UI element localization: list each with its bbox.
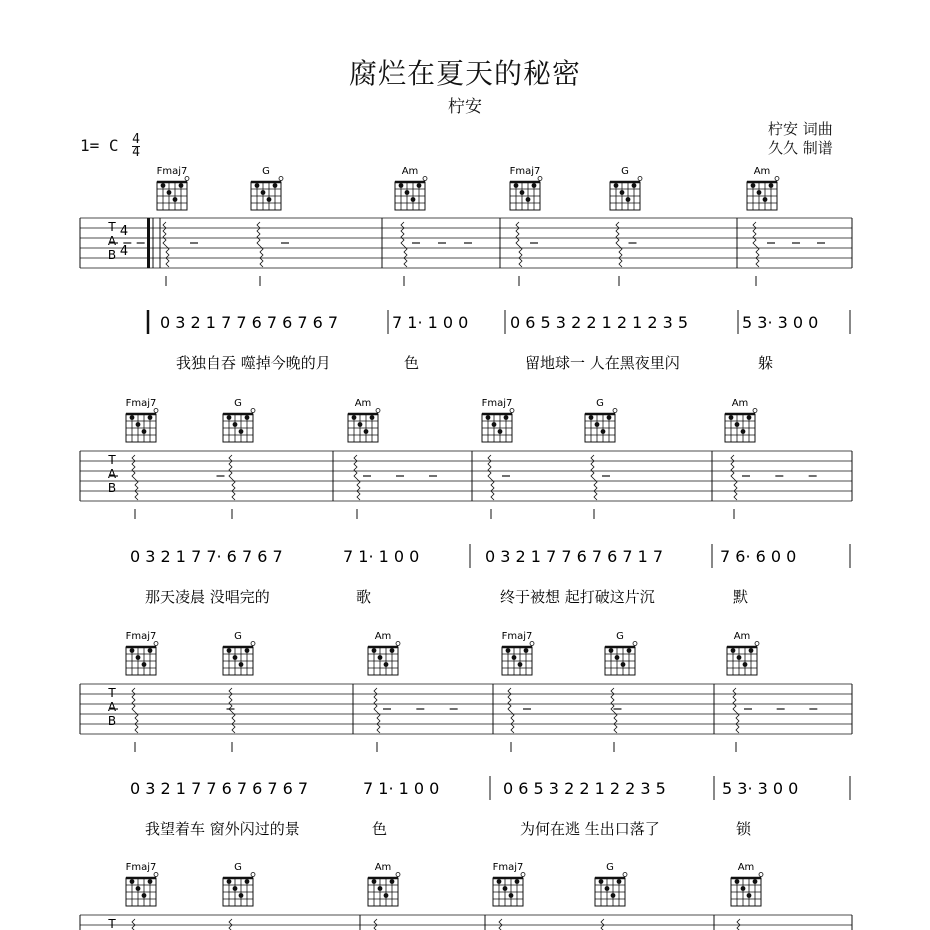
strum-arrow bbox=[401, 222, 407, 267]
open-string bbox=[376, 409, 380, 413]
finger-dot bbox=[498, 429, 503, 434]
finger-dot bbox=[492, 422, 497, 427]
finger-dot bbox=[390, 648, 395, 653]
finger-dot bbox=[617, 879, 622, 884]
finger-dot bbox=[757, 190, 762, 195]
finger-dot bbox=[515, 879, 520, 884]
finger-dot bbox=[378, 655, 383, 660]
finger-dot bbox=[233, 655, 238, 660]
finger-dot bbox=[763, 197, 768, 202]
notation-measure: 7 1· 1 0 0 bbox=[363, 779, 440, 798]
tab-letter: B bbox=[107, 481, 117, 495]
finger-dot bbox=[245, 648, 250, 653]
finger-dot bbox=[729, 415, 734, 420]
strum-arrow bbox=[229, 688, 235, 733]
finger-dot bbox=[161, 183, 166, 188]
open-string bbox=[775, 177, 779, 181]
finger-dot bbox=[751, 183, 756, 188]
open-string bbox=[753, 409, 757, 413]
notation-measure: 7 1· 1 0 0 bbox=[343, 547, 420, 566]
chord-name: G bbox=[262, 166, 270, 177]
chord-name: Am bbox=[374, 631, 392, 642]
finger-dot bbox=[245, 415, 250, 420]
open-string bbox=[633, 642, 637, 646]
finger-dot bbox=[486, 415, 491, 420]
strum-arrow bbox=[499, 919, 505, 930]
notation-measure: 0 3 2 1 7 7 6 7 6 7 6 7 bbox=[130, 779, 309, 798]
finger-dot bbox=[609, 648, 614, 653]
finger-dot bbox=[179, 183, 184, 188]
time-bottom: 4 bbox=[132, 145, 140, 160]
finger-dot bbox=[136, 422, 141, 427]
finger-dot bbox=[737, 655, 742, 660]
finger-dot bbox=[142, 429, 147, 434]
tab-letter: T bbox=[108, 220, 116, 234]
finger-dot bbox=[589, 415, 594, 420]
finger-dot bbox=[627, 648, 632, 653]
chord-name: Am bbox=[737, 862, 755, 873]
finger-dot bbox=[227, 879, 232, 884]
chord-diagram bbox=[368, 862, 400, 906]
strum-arrow bbox=[229, 919, 235, 930]
tab-letter: B bbox=[107, 248, 117, 262]
finger-dot bbox=[769, 183, 774, 188]
finger-dot bbox=[741, 886, 746, 891]
strum-arrow bbox=[516, 222, 522, 267]
strum-arrow bbox=[611, 688, 617, 733]
song-artist: 柠安 bbox=[448, 97, 482, 117]
strum-arrow bbox=[374, 688, 380, 733]
open-string bbox=[613, 409, 617, 413]
finger-dot bbox=[233, 422, 238, 427]
notation-measure: 7 1· 1 0 0 bbox=[392, 313, 469, 332]
notation-measure: 0 3 2 1 7 7· 6 7 6 7 bbox=[130, 547, 283, 566]
finger-dot bbox=[148, 648, 153, 653]
chord-diagram bbox=[610, 166, 642, 210]
finger-dot bbox=[621, 662, 626, 667]
strum-arrow bbox=[733, 688, 739, 733]
strum-arrow bbox=[616, 222, 622, 267]
chord-diagram bbox=[126, 631, 158, 675]
finger-dot bbox=[239, 662, 244, 667]
strum-arrow bbox=[374, 919, 380, 930]
chord-diagram bbox=[731, 862, 763, 906]
finger-dot bbox=[390, 879, 395, 884]
open-string bbox=[638, 177, 642, 181]
finger-dot bbox=[255, 183, 260, 188]
finger-dot bbox=[384, 893, 389, 898]
tab-letter: A bbox=[107, 234, 117, 248]
finger-dot bbox=[749, 648, 754, 653]
finger-dot bbox=[741, 429, 746, 434]
chord-diagram bbox=[595, 862, 627, 906]
finger-dot bbox=[506, 648, 511, 653]
repeat-bar bbox=[147, 218, 150, 268]
lyric-line: 我独自吞 噬掉今晚的月 bbox=[176, 354, 331, 372]
finger-dot bbox=[227, 415, 232, 420]
open-string bbox=[154, 409, 158, 413]
tab-staff bbox=[80, 684, 852, 752]
chord-name: Fmaj7 bbox=[125, 398, 157, 409]
tab-letter: A bbox=[107, 700, 117, 714]
lyric-line: 锁 bbox=[736, 820, 752, 838]
credit-lyrics: 柠安 词曲 bbox=[768, 120, 833, 138]
song-title: 腐烂在夏天的秘密 bbox=[348, 57, 581, 90]
chord-diagram bbox=[223, 398, 255, 442]
chord-name: Am bbox=[374, 862, 392, 873]
lyric-line: 为何在逃 生出口落了 bbox=[520, 820, 660, 838]
finger-dot bbox=[503, 886, 508, 891]
notation-measure: 5 3· 3 0 0 bbox=[722, 779, 799, 798]
finger-dot bbox=[524, 648, 529, 653]
finger-dot bbox=[518, 662, 523, 667]
finger-dot bbox=[731, 648, 736, 653]
open-string bbox=[755, 642, 759, 646]
strum-arrow bbox=[163, 222, 169, 267]
finger-dot bbox=[632, 183, 637, 188]
credit-arranger: 久久 制谱 bbox=[768, 139, 833, 157]
finger-dot bbox=[595, 422, 600, 427]
notation-measure: 5 3· 3 0 0 bbox=[742, 313, 819, 332]
strum-arrow bbox=[229, 455, 235, 500]
finger-dot bbox=[136, 655, 141, 660]
tab-staff bbox=[80, 218, 852, 286]
notation-measure: 0 6 5 3 2 2 1 2 1 2 3 5 bbox=[510, 313, 689, 332]
finger-dot bbox=[148, 879, 153, 884]
finger-dot bbox=[142, 662, 147, 667]
key-label: 1= C bbox=[80, 136, 119, 155]
chord-diagram bbox=[510, 166, 542, 210]
open-string bbox=[279, 177, 283, 181]
tab-letter: T bbox=[108, 453, 116, 467]
finger-dot bbox=[239, 429, 244, 434]
chord-name: G bbox=[621, 166, 629, 177]
chord-name: Am bbox=[753, 166, 771, 177]
chord-diagram bbox=[223, 862, 255, 906]
tab-time-sig: 4 bbox=[119, 244, 129, 259]
chord-name: G bbox=[234, 398, 242, 409]
chord-diagram bbox=[482, 398, 514, 442]
chord-name: Am bbox=[354, 398, 372, 409]
finger-dot bbox=[601, 429, 606, 434]
finger-dot bbox=[504, 415, 509, 420]
finger-dot bbox=[747, 415, 752, 420]
open-string bbox=[538, 177, 542, 181]
open-string bbox=[510, 409, 514, 413]
finger-dot bbox=[261, 190, 266, 195]
open-string bbox=[623, 873, 627, 877]
lyric-line: 躲 bbox=[758, 354, 774, 372]
lyric-line: 终于被想 起打破这片沉 bbox=[500, 588, 655, 606]
finger-dot bbox=[142, 893, 147, 898]
notation-measure: 0 3 2 1 7 7 6 7 6 7 6 7 bbox=[160, 313, 339, 332]
finger-dot bbox=[136, 886, 141, 891]
strum-arrow bbox=[257, 222, 263, 267]
finger-dot bbox=[370, 415, 375, 420]
tab-letter: T bbox=[108, 917, 116, 930]
chord-name: G bbox=[606, 862, 614, 873]
finger-dot bbox=[614, 183, 619, 188]
tab-letter: B bbox=[107, 714, 117, 728]
finger-dot bbox=[509, 893, 514, 898]
finger-dot bbox=[384, 662, 389, 667]
finger-dot bbox=[227, 648, 232, 653]
open-string bbox=[251, 873, 255, 877]
notation-measure: 7 6· 6 0 0 bbox=[720, 547, 797, 566]
finger-dot bbox=[512, 655, 517, 660]
finger-dot bbox=[747, 893, 752, 898]
chord-diagram bbox=[251, 166, 283, 210]
finger-dot bbox=[611, 893, 616, 898]
finger-dot bbox=[130, 879, 135, 884]
chord-name: Am bbox=[731, 398, 749, 409]
finger-dot bbox=[267, 197, 272, 202]
finger-dot bbox=[130, 648, 135, 653]
finger-dot bbox=[526, 197, 531, 202]
strum-arrow bbox=[132, 688, 138, 733]
finger-dot bbox=[173, 197, 178, 202]
strum-arrow bbox=[737, 919, 743, 930]
strum-arrow bbox=[731, 455, 737, 500]
chord-diagram bbox=[348, 398, 380, 442]
chord-diagram bbox=[747, 166, 779, 210]
chord-diagram bbox=[223, 631, 255, 675]
finger-dot bbox=[148, 415, 153, 420]
finger-dot bbox=[239, 893, 244, 898]
open-string bbox=[759, 873, 763, 877]
chord-name: Fmaj7 bbox=[125, 631, 157, 642]
finger-dot bbox=[753, 879, 758, 884]
tab-letter: T bbox=[108, 686, 116, 700]
open-string bbox=[251, 409, 255, 413]
finger-dot bbox=[532, 183, 537, 188]
lyric-line: 那天凌晨 没唱完的 bbox=[145, 588, 270, 606]
finger-dot bbox=[605, 886, 610, 891]
chord-name: Am bbox=[401, 166, 419, 177]
chord-diagram bbox=[725, 398, 757, 442]
finger-dot bbox=[372, 879, 377, 884]
finger-dot bbox=[497, 879, 502, 884]
notation-measure: 0 3 2 1 7 7 6 7 6 7 1 7 bbox=[485, 547, 664, 566]
lyric-line: 留地球一 人在黑夜里闪 bbox=[525, 354, 680, 372]
strum-arrow bbox=[132, 455, 138, 500]
chord-name: Fmaj7 bbox=[509, 166, 541, 177]
strum-arrow bbox=[591, 455, 597, 500]
finger-dot bbox=[399, 183, 404, 188]
chord-name: Fmaj7 bbox=[481, 398, 513, 409]
chord-name: Fmaj7 bbox=[125, 862, 157, 873]
open-string bbox=[423, 177, 427, 181]
chord-diagram bbox=[157, 166, 189, 210]
strum-arrow bbox=[508, 688, 514, 733]
tab-staff bbox=[80, 451, 852, 519]
finger-dot bbox=[273, 183, 278, 188]
chord-name: G bbox=[596, 398, 604, 409]
tab-letter: A bbox=[107, 467, 117, 481]
open-string bbox=[185, 177, 189, 181]
finger-dot bbox=[615, 655, 620, 660]
finger-dot bbox=[735, 422, 740, 427]
chord-name: Fmaj7 bbox=[501, 631, 533, 642]
chord-name: Fmaj7 bbox=[156, 166, 188, 177]
finger-dot bbox=[245, 879, 250, 884]
open-string bbox=[530, 642, 534, 646]
open-string bbox=[521, 873, 525, 877]
chord-diagram bbox=[126, 398, 158, 442]
finger-dot bbox=[358, 422, 363, 427]
strum-arrow bbox=[132, 919, 138, 930]
finger-dot bbox=[735, 879, 740, 884]
finger-dot bbox=[364, 429, 369, 434]
lyric-line: 色 bbox=[404, 354, 420, 372]
finger-dot bbox=[372, 648, 377, 653]
open-string bbox=[154, 873, 158, 877]
open-string bbox=[251, 642, 255, 646]
strum-arrow bbox=[601, 919, 607, 930]
open-string bbox=[154, 642, 158, 646]
chord-diagram bbox=[395, 166, 427, 210]
chord-name: G bbox=[616, 631, 624, 642]
chord-name: Fmaj7 bbox=[492, 862, 524, 873]
notation-measure: 0 6 5 3 2 2 1 2 2 3 5 bbox=[503, 779, 666, 798]
chord-name: G bbox=[234, 862, 242, 873]
lyric-line: 色 bbox=[372, 820, 388, 838]
tab-time-sig: 4 bbox=[119, 224, 129, 239]
chord-diagram bbox=[368, 631, 400, 675]
finger-dot bbox=[352, 415, 357, 420]
finger-dot bbox=[620, 190, 625, 195]
finger-dot bbox=[167, 190, 172, 195]
strum-arrow bbox=[753, 222, 759, 267]
finger-dot bbox=[514, 183, 519, 188]
lyric-line: 默 bbox=[733, 588, 749, 606]
finger-dot bbox=[233, 886, 238, 891]
open-string bbox=[396, 642, 400, 646]
strum-arrow bbox=[354, 455, 360, 500]
chord-name: G bbox=[234, 631, 242, 642]
chord-diagram bbox=[605, 631, 637, 675]
lyric-line: 我望着车 窗外闪过的景 bbox=[145, 820, 300, 838]
chord-diagram bbox=[585, 398, 617, 442]
chord-diagram bbox=[126, 862, 158, 906]
finger-dot bbox=[743, 662, 748, 667]
finger-dot bbox=[626, 197, 631, 202]
open-string bbox=[396, 873, 400, 877]
finger-dot bbox=[607, 415, 612, 420]
finger-dot bbox=[417, 183, 422, 188]
tab-staff bbox=[80, 915, 852, 930]
chord-name: Am bbox=[733, 631, 751, 642]
lyric-line: 歌 bbox=[356, 588, 372, 606]
finger-dot bbox=[599, 879, 604, 884]
chord-diagram bbox=[502, 631, 534, 675]
finger-dot bbox=[130, 415, 135, 420]
chord-diagram bbox=[727, 631, 759, 675]
finger-dot bbox=[378, 886, 383, 891]
finger-dot bbox=[520, 190, 525, 195]
time-top: 4 bbox=[132, 132, 140, 147]
strum-arrow bbox=[488, 455, 494, 500]
chord-diagram bbox=[493, 862, 525, 906]
finger-dot bbox=[411, 197, 416, 202]
finger-dot bbox=[405, 190, 410, 195]
